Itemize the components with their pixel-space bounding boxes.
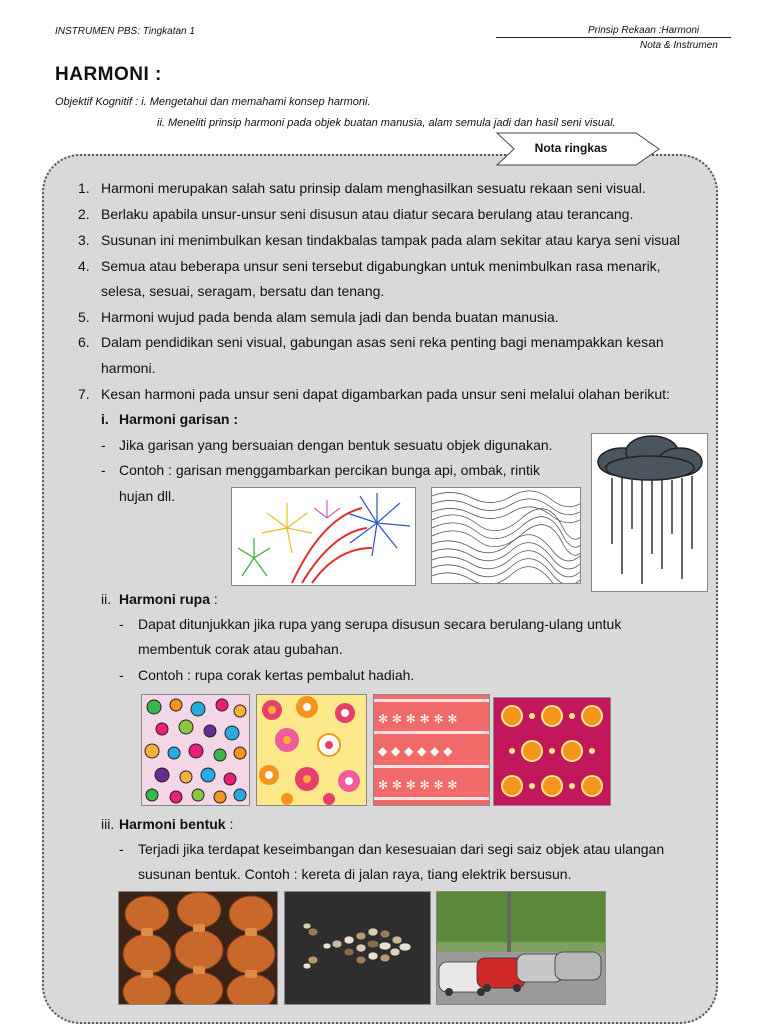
garisan-dash-2: - <box>101 462 106 478</box>
rupa-bullet-1: Dapat ditunjukkan jika rupa yang serupa disusun secara berulang-ulang untuk <box>138 616 622 632</box>
objective-line-1: Objektif Kognitif : i. Mengetahui dan memahami konsep harmoni. <box>55 96 371 108</box>
magenta-pattern-drawing <box>494 698 610 805</box>
item-4-number: 4. <box>78 258 90 274</box>
header-left: INSTRUMEN PBS: Tingkatan 1 <box>55 26 195 37</box>
item-3-number: 3. <box>78 232 90 248</box>
item-4-text-cont: selesa, sesuai, seragam, bersatu dan tenang. <box>101 283 385 299</box>
rupa-title-suffix: : <box>210 591 218 607</box>
bentuk-bullet-1: Terjadi jika terdapat keseimbangan dan kesesuaian dari segi saiz objek atau ulangan <box>138 841 665 857</box>
clay-pots-drawing <box>119 892 277 1004</box>
bentuk-number: iii. <box>101 816 115 832</box>
item-6-text: Dalam pendidikan seni visual, gabungan asas seni reka penting bagi menampakkan kesan <box>101 334 664 350</box>
pattern-knit-image <box>373 694 490 806</box>
rain-cloud-drawing <box>592 434 707 591</box>
garisan-dash-1: - <box>101 437 106 453</box>
rupa-dash-1: - <box>119 616 124 632</box>
rupa-title <box>119 591 218 607</box>
item-5-text: Harmoni wujud pada benda alam semula jadi dan benda buatan manusia. <box>101 309 559 325</box>
garisan-bullet-2-cont: hujan dll. <box>119 488 176 504</box>
waves-drawing <box>432 488 580 583</box>
item-7-number: 7. <box>78 386 90 402</box>
item-1-number: 1. <box>78 180 90 196</box>
rupa-bullet-1-cont: membentuk corak atau gubahan. <box>138 641 343 657</box>
rupa-bullet-2: Contoh : rupa corak kertas pembalut hadiah. <box>138 667 415 683</box>
svg-text:◆ ◆ ◆ ◆ ◆ ◆: ◆ ◆ ◆ ◆ ◆ ◆ <box>378 744 453 758</box>
garisan-bullet-2: Contoh : garisan menggambarkan percikan bunga api, ombak, rintik <box>119 462 541 478</box>
nota-ringkas-tag <box>496 132 661 166</box>
objective-line-2: ii. Meneliti prinsip harmoni pada objek buatan manusia, alam semula jadi dan hasil seni visual. <box>157 117 616 129</box>
pattern-circles-image <box>141 694 250 806</box>
bentuk-title-bold: Harmoni bentuk <box>119 816 226 832</box>
page-title: HARMONI : <box>55 64 162 85</box>
pattern-flowers-image <box>256 694 367 806</box>
pebble-fish-drawing <box>285 892 430 1004</box>
item-7-text: Kesan harmoni pada unsur seni dapat digambarkan pada unsur seni melalui olahan berikut: <box>101 386 670 402</box>
flowers-pattern-drawing <box>257 695 366 805</box>
header-divider <box>496 37 731 38</box>
circles-pattern-drawing <box>142 695 249 805</box>
parked-cars-drawing <box>437 892 605 1004</box>
header-right-bottom: Nota & Instrumen <box>640 40 718 51</box>
rupa-number: ii. <box>101 591 112 607</box>
item-3-text: Susunan ini menimbulkan kesan tindakbalas tampak pada alam sekitar atau karya seni visual <box>101 232 680 248</box>
item-6-text-cont: harmoni. <box>101 360 156 376</box>
pattern-magenta-image <box>493 697 611 806</box>
rain-cloud-image <box>591 433 708 592</box>
rupa-dash-2: - <box>119 667 124 683</box>
garisan-title: Harmoni garisan : <box>119 411 239 427</box>
pebble-fish-image <box>284 891 431 1005</box>
bentuk-title-suffix: : <box>225 816 234 832</box>
rupa-title-bold: Harmoni rupa <box>119 591 211 607</box>
parked-cars-image <box>436 891 606 1005</box>
item-5-number: 5. <box>78 309 90 325</box>
bentuk-bullet-1-cont: susunan bentuk. Contoh : kereta di jalan raya, tiang elektrik bersusun. <box>138 866 572 882</box>
knit-pattern-drawing <box>374 695 489 805</box>
garisan-bullet-1: Jika garisan yang bersuaian dengan bentuk sesuatu objek digunakan. <box>119 437 553 453</box>
item-2-text: Berlaku apabila unsur-unsur seni disusun atau diatur secara berulang atau terancang. <box>101 206 634 222</box>
item-4-text: Semua atau beberapa unsur seni tersebut digabungkan untuk menimbulkan rasa menarik, <box>101 258 661 274</box>
item-2-number: 2. <box>78 206 90 222</box>
fireworks-drawing <box>232 488 415 585</box>
item-1-text: Harmoni merupakan salah satu prinsip dalam menghasilkan sesuatu rekaan seni visual. <box>101 180 646 196</box>
garisan-number: i. <box>101 411 109 427</box>
waves-image <box>431 487 581 584</box>
fireworks-image <box>231 487 416 586</box>
item-6-number: 6. <box>78 334 90 350</box>
tag-label: Nota ringkas <box>534 141 608 155</box>
header-right-top: Prinsip Rekaan :Harmoni <box>588 25 700 36</box>
svg-text:✻ ✻ ✻ ✻ ✻ ✻: ✻ ✻ ✻ ✻ ✻ ✻ <box>378 712 458 726</box>
bentuk-dash-1: - <box>119 841 124 857</box>
clay-pots-image <box>118 891 278 1005</box>
svg-text:✻ ✻ ✻ ✻ ✻ ✻: ✻ ✻ ✻ ✻ ✻ ✻ <box>378 778 458 792</box>
bentuk-title <box>119 816 233 832</box>
